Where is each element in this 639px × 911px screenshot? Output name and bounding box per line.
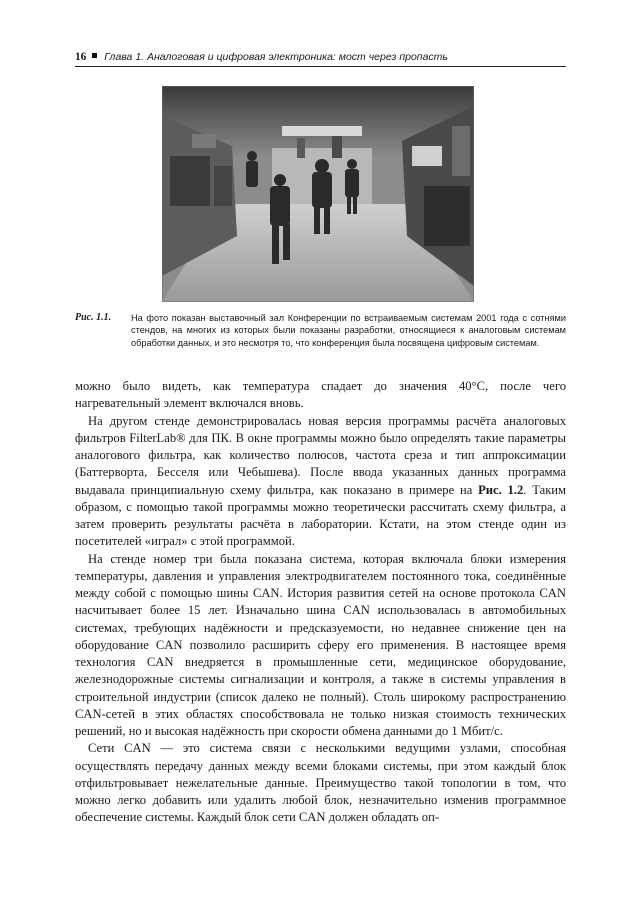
paragraph-2-part-b: . Таким образом, с помощью такой программы можно теоретически рассчитать схему фильтра, а затем проверить результаты расчёта в лаборатории. Кстати, на этом стенде один из посетителей «играл» с этой программой. bbox=[75, 482, 567, 549]
body-text bbox=[75, 378, 566, 827]
paragraph-3: На стенде номер три была показана система, которая включала блоки измерения температуры, давления и управления электродвигателем постоянного тока, соединённые между собой с помощью шины CAN. История развития сетей на основе протокола CAN насчитывает более 15 лет. Изначально шина CAN использовалась в автомобильных системах, требующих надёжности и предсказуемости, но недавнее снижение цен на оборудование CAN позволило расширить сферу его применения. В настоящее время технология CAN внедряется в промышленные сети, медицинское оборудование, железнодорожные системы сигнализации и контроля, а также в системы управления в строительной индустрии (список далеко не полный). Столь широкому распространению CAN-сетей в этих областях способствовала не только низкая стоимость технических решений, но и высокая надёжность при скорости обмена данными до 1 Мбит/с. bbox=[75, 551, 566, 738]
figure-caption bbox=[75, 312, 566, 349]
bullet-square-icon bbox=[92, 53, 97, 58]
paragraph-2 bbox=[75, 413, 566, 551]
header-rule bbox=[75, 66, 566, 67]
running-head bbox=[75, 51, 565, 63]
paragraph-4: Сети CAN — это система связи с несколькими ведущими узлами, способная осуществлять передачу данных между всеми блоками системы, при этом каждый блок отфильтровывает нежелательные данные. Преимущество такой топологии в том, что можно легко добавить или удалить любой блок, незначительно изменив программное обеспечение системы. Каждый блок сети CAN должен обладать оп- bbox=[75, 741, 566, 825]
figure-label: Рис. 1.1. bbox=[75, 312, 112, 323]
exhibition-hall-photo bbox=[162, 86, 474, 302]
chapter-title: Глава 1. Аналоговая и цифровая электроника: мост через пропасть bbox=[104, 51, 448, 63]
figure-caption-text: На фото показан выставочный зал Конференции по встраиваемым системам 2001 года с сотнями стендов, на многих из которых были показаны разработки, относящиеся к аналоговым системам обработки данных, и это несмотря то, что конференция была посвящена цифровым системам. bbox=[131, 313, 566, 348]
figure-reference: Рис. 1.2 bbox=[478, 482, 524, 497]
page-number: 16 bbox=[75, 51, 87, 63]
paragraph-2-part-a: На другом стенде демонстрировалась новая версия программы расчёта аналоговых фильтров FilterLab® для ПК. В окне программы можно было определять такие параметры аналогового фильтра, как количество полюсов, частота среза и тип аппроксимации (Баттерворта, Бесселя или Чебышева). После ввода указанных данных программа выдавала принципиальную схему фильтра, как показано в примере на bbox=[75, 413, 566, 497]
paragraph-1: можно было видеть, как температура спадает до значения 40°С, после чего нагревательный элемент включался вновь. bbox=[75, 379, 566, 411]
